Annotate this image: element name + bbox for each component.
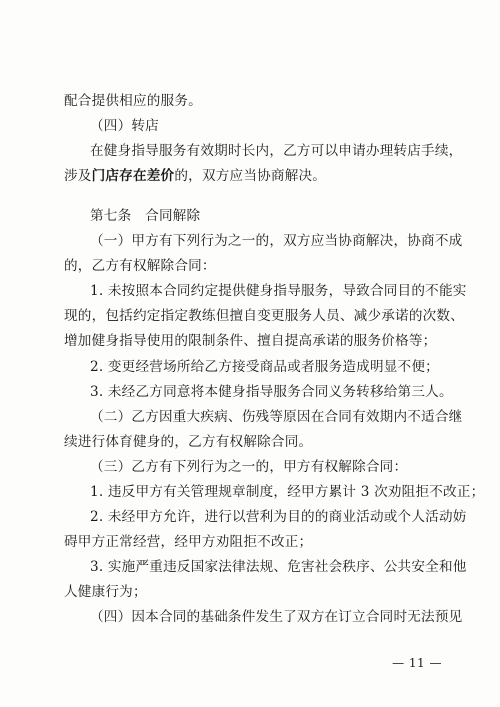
text-line: 3. 实施严重违反国家法律法规、危害社会秩序、公共安全和他 (90, 559, 467, 575)
text-line: 配合提供相应的服务。 (64, 93, 202, 109)
text-line: 1. 违反甲方有关管理规章制度，经甲方累计 3 次劝阻拒不改正； (90, 484, 485, 500)
text-line: 续进行体育健身的，乙方有权解除合同。 (64, 434, 313, 450)
emphasized-text: 门店存在差价 (91, 168, 175, 184)
text-line: 碍甲方正常经营，经甲方劝阻拒不改正； (64, 534, 313, 550)
text-line: 2. 未经甲方允许，进行以营利为目的的商业活动或个人活动妨 (90, 509, 467, 525)
text-line: （一）甲方有下列行为之一的，双方应当协商解决，协商不成 (90, 233, 463, 249)
text-line: 现的，包括约定指定教练但擅自变更服务人员、减少承诺的次数、 (64, 308, 465, 324)
text-line: 3. 未经乙方同意将本健身指导服务合同义务转移给第三人。 (90, 384, 453, 400)
text-line: 的，乙方有权解除合同： (64, 258, 216, 274)
text-line: 增加健身指导使用的限制条件、擅自提高承诺的服务价格等； (64, 333, 437, 349)
text-line: （三）乙方有下列行为之一的，甲方有权解除合同： (90, 459, 408, 475)
text-line: 在健身指导服务有效期时长内，乙方可以申请办理转店手续， (90, 143, 463, 159)
section-heading-transfer: （四）转店 (90, 118, 159, 134)
text-line: 2. 变更经营场所给乙方接受商品或者服务造成明显不便； (90, 359, 439, 375)
text-span: 的，双方应当协商解决。 (174, 168, 327, 184)
text-line: 1. 未按照本合同约定提供健身指导服务，导致合同目的不能实 (90, 283, 467, 299)
text-span: 涉及 (64, 168, 92, 184)
text-line: 人健康行为； (64, 584, 147, 600)
text-line (64, 167, 326, 185)
text-line: （四）因本合同的基础条件发生了双方在订立合同时无法预见 (90, 609, 463, 625)
page-number: — 11 — (392, 656, 442, 670)
article-heading: 第七条 合同解除 (90, 208, 201, 224)
text-line: （二）乙方因重大疾病、伤残等原因在合同有效期内不适合继 (90, 409, 463, 425)
